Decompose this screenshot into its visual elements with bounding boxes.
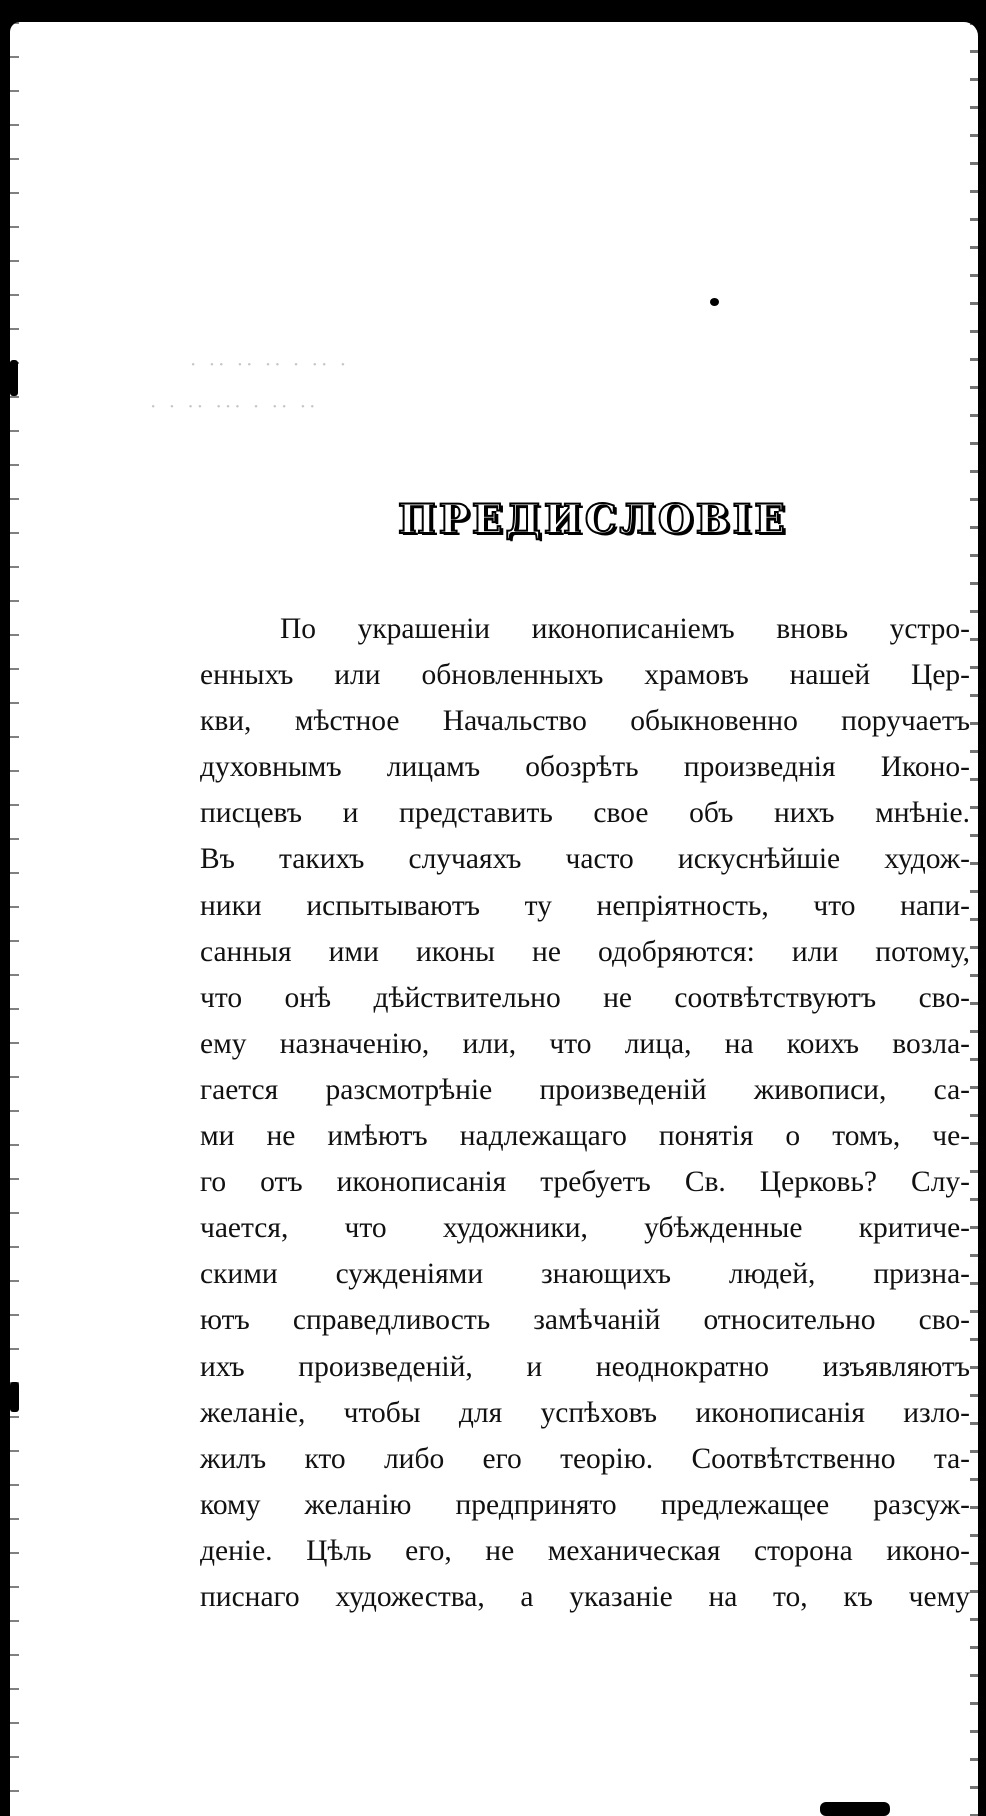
page-edge-right-shadow xyxy=(970,22,978,1816)
ink-speck xyxy=(710,298,719,306)
text-line: деніе. Цѣль его, не механическая сторона иконо- xyxy=(200,1534,970,1567)
ink-speck xyxy=(10,360,18,396)
text-line: По украшеніи иконописаніемъ вновь устро- xyxy=(280,613,970,645)
text-line: писнаго художества, а указаніе на то, къ чему xyxy=(200,1580,970,1613)
text-line: кви, мѣстное Начальство обыкновенно поручаетъ xyxy=(200,705,970,738)
text-line: Въ такихъ случаяхъ часто искуснѣйшіе худож- xyxy=(200,843,970,876)
text-line: жилъ кто либо его теорію. Соотвѣтственно та- xyxy=(200,1442,970,1475)
text-line: чается, что художники, убѣжденные критиче- xyxy=(200,1212,970,1245)
bleed-through-mark: · · ·· ··· · ·· ·· xyxy=(150,394,319,418)
text-line: ему назначенію, или, что лица, на коихъ возла- xyxy=(200,1027,970,1060)
book-page xyxy=(10,22,978,1816)
text-line: ники испытываютъ ту непріятность, что напи- xyxy=(200,889,970,922)
text-line: кому желанію предпринято предлежащее разсуж- xyxy=(200,1488,970,1521)
ink-speck xyxy=(10,1382,19,1412)
text-line: скими сужденіями знающихъ людей, призна- xyxy=(200,1258,970,1291)
text-line: санныя ими иконы не одобряются: или потому, xyxy=(200,935,970,968)
page-edge-left-shadow xyxy=(10,22,19,1816)
text-line: ютъ справедливость замѣчаній относительно сво- xyxy=(200,1304,970,1337)
text-line: желаніе, чтобы для успѣховъ иконописанія изло- xyxy=(200,1396,970,1429)
bleed-through-mark: · ·· ·· ·· · ·· · xyxy=(190,352,350,376)
text-line: что онѣ дѣйствительно не соотвѣтствуютъ сво- xyxy=(200,981,970,1014)
ink-speck xyxy=(820,1802,890,1816)
text-line: енныхъ или обновленныхъ храмовъ нашей Цер- xyxy=(200,659,970,692)
text-line: ми не имѣютъ надлежащаго понятія о томъ, че- xyxy=(200,1120,970,1153)
body-text xyxy=(200,606,970,1620)
text-line: го отъ иконописанія требуетъ Св. Церковь? Слу- xyxy=(200,1166,970,1199)
chapter-title: ПРЕДИСЛОВІЕ xyxy=(398,496,788,543)
text-line: ихъ произведеній, и неоднократно изъявляютъ xyxy=(200,1350,970,1383)
text-line: гается разсмотрѣніе произведеній живописи, са- xyxy=(200,1073,970,1106)
text-line: писцевъ и представить свое объ нихъ мнѣніе. xyxy=(200,797,970,830)
text-line: духовнымъ лицамъ обозрѣть произведнія Иконо- xyxy=(200,751,970,784)
